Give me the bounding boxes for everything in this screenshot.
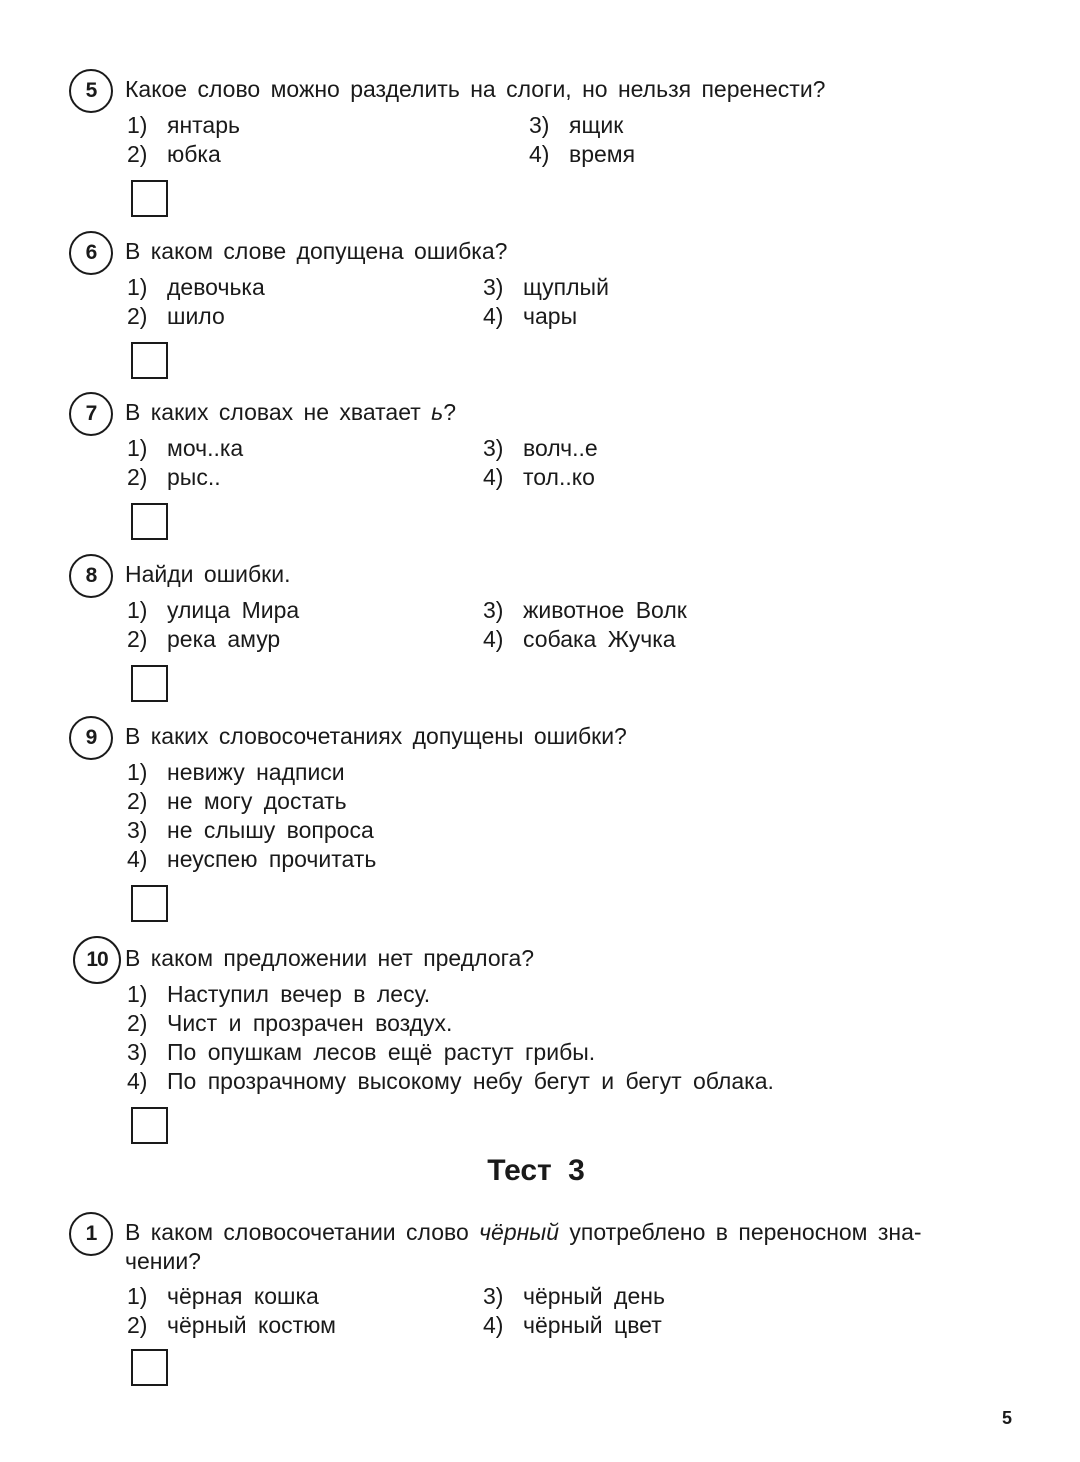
question-number: 5: [69, 69, 113, 113]
question-number: 1: [69, 1212, 113, 1256]
answer-box[interactable]: [131, 885, 168, 922]
option-3: 3) По опушкам лесов ещё растут грибы.: [127, 1039, 596, 1065]
question-number: 6: [69, 231, 113, 275]
option-3: 3) не слышу вопроса: [127, 817, 374, 843]
question-number: 10: [73, 936, 121, 984]
answer-box[interactable]: [131, 1107, 168, 1144]
option-4: 4) собака Жучка: [483, 626, 676, 652]
answer-box[interactable]: [131, 180, 168, 217]
option-1: 1) девочька: [127, 274, 265, 300]
option-2: 2) юбка: [127, 141, 221, 167]
option-1: 1) моч..ка: [127, 435, 244, 461]
soft-sign-letter: ь: [431, 399, 444, 425]
option-4: 4) По прозрачному высокому небу бегут и бегут облака.: [127, 1068, 774, 1094]
page-number: 5: [1001, 1408, 1012, 1428]
option-4: 4) чары: [483, 303, 578, 329]
option-3: 3) ящик: [529, 112, 624, 138]
question-text: В каком слове допущена ошибка?: [125, 238, 508, 264]
option-2: 2) чёрный костюм: [127, 1312, 336, 1338]
option-4: 4) неуспею прочитать: [127, 846, 377, 872]
option-4: 4) тол..ко: [483, 464, 595, 490]
answer-box[interactable]: [131, 342, 168, 379]
option-1: 1) невижу надписи: [127, 759, 345, 785]
italic-word: чёрный: [479, 1219, 560, 1245]
option-3: 3) животное Волк: [483, 597, 687, 623]
question-text: В каких словосочетаниях допущены ошибки?: [125, 723, 627, 749]
question-text: Какое слово можно разделить на слоги, но нельзя перенести?: [125, 76, 826, 102]
answer-box[interactable]: [131, 665, 168, 702]
option-2: 2) шило: [127, 303, 225, 329]
option-2: 2) река амур: [127, 626, 281, 652]
question-number: 7: [69, 392, 113, 436]
option-3: 3) волч..е: [483, 435, 598, 461]
section-heading: Тест 3: [487, 1154, 585, 1187]
option-1: 1) чёрная кошка: [127, 1283, 319, 1309]
question-number: 9: [69, 716, 113, 760]
option-3: 3) чёрный день: [483, 1283, 665, 1309]
option-2: 2) не могу достать: [127, 788, 347, 814]
answer-box[interactable]: [131, 503, 168, 540]
option-4: 4) время: [529, 141, 636, 167]
question-text: Найди ошибки.: [125, 561, 291, 587]
option-2: 2) Чист и прозрачен воздух.: [127, 1010, 453, 1036]
option-2: 2) рыс..: [127, 464, 221, 490]
question-number: 8: [69, 554, 113, 598]
option-1: 1) Наступил вечер в лесу.: [127, 981, 431, 1007]
option-1: 1) улица Мира: [127, 597, 300, 623]
option-1: 1) янтарь: [127, 112, 240, 138]
question-text: В каком словосочетании слово чёрный употреблено в переносном зна- чении?: [125, 1219, 922, 1274]
question-text: В каких словах не хватает ь?: [125, 399, 457, 425]
option-4: 4) чёрный цвет: [483, 1312, 662, 1338]
answer-box[interactable]: [131, 1349, 168, 1386]
option-3: 3) щуплый: [483, 274, 609, 300]
question-text: В каком предложении нет предлога?: [125, 945, 535, 971]
